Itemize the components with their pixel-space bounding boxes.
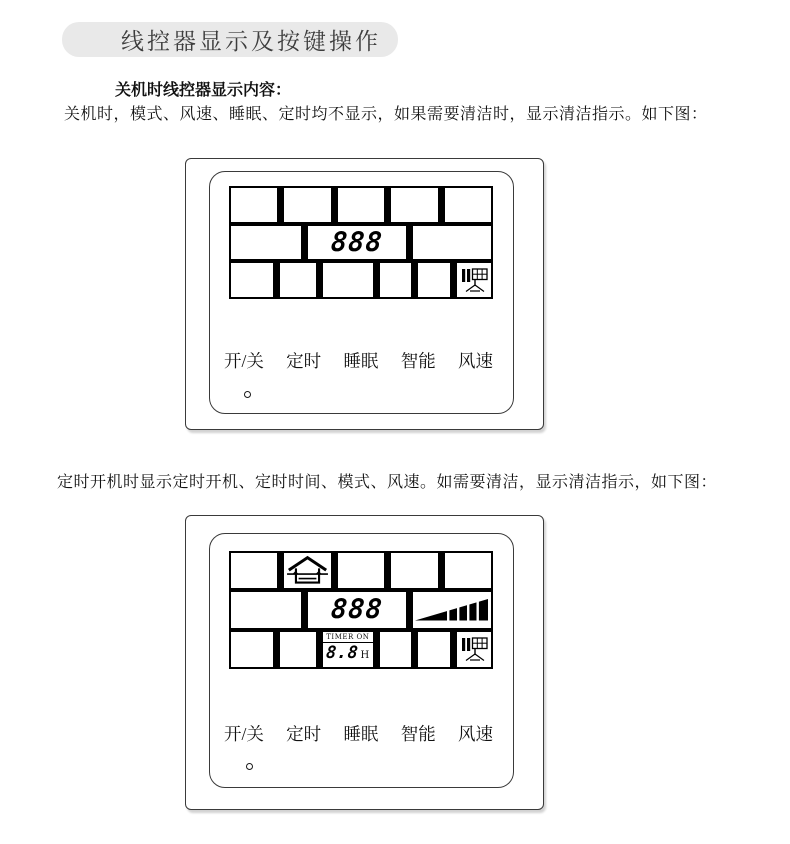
sleep-button-label: 睡眠 [343, 351, 379, 371]
lcd-display [229, 186, 493, 299]
timer-on-label: TIMER ON [323, 633, 373, 643]
auto-home-icon [285, 555, 330, 587]
lcd-row-top [231, 188, 491, 222]
timer-hours-unit: H [360, 649, 370, 661]
filter-clean-icon [461, 637, 488, 662]
lcd-fanspeed-cell [413, 592, 491, 627]
lcd-row-top [231, 553, 491, 588]
lcd-segment-cell [391, 553, 437, 588]
lcd-segment-cell [413, 226, 491, 260]
sleep-button-label: 睡眠 [343, 724, 379, 744]
button-labels-row [224, 348, 493, 373]
lcd-clean-cell [457, 632, 491, 667]
power-button-label: 开/关 [224, 351, 264, 371]
indicator-led [246, 763, 253, 770]
lcd-mode-cell [284, 553, 330, 588]
lcd-segment-cell [280, 632, 316, 667]
fanspeed-button-label: 风速 [458, 351, 493, 371]
lcd-timer-cell [323, 632, 373, 667]
timer-button-label: 定时 [286, 724, 322, 744]
smart-button-label: 智能 [400, 351, 436, 371]
lcd-row-middle [231, 592, 491, 627]
button-labels-row [224, 721, 493, 746]
controller-timer-diagram [185, 515, 544, 810]
fanspeed-button-label: 风速 [458, 724, 493, 744]
lcd-segment-cell [231, 592, 301, 627]
section-off-paragraph: 关机时，模式、风速、睡眠、定时均不显示，如果需要清洁时，显示清洁指示。如下图： [64, 106, 708, 123]
temperature-digits: 888 [329, 227, 385, 258]
lcd-segment-cell [231, 263, 273, 297]
lcd-display [229, 551, 493, 669]
section-off-heading: 关机时线控器显示内容： [115, 82, 292, 99]
controller-face [209, 533, 514, 788]
lcd-segment-cell [445, 188, 491, 222]
lcd-segment-cell [418, 632, 450, 667]
lcd-segment-cell [323, 263, 373, 297]
lcd-segment-cell [380, 263, 411, 297]
lcd-clean-cell [457, 263, 491, 297]
lcd-segment-cell [231, 226, 301, 260]
lcd-segment-cell [338, 553, 384, 588]
lcd-segment-cell [391, 188, 437, 222]
section-timer-paragraph: 定时开机时显示定时开机、定时时间、模式、风速。如需要清洁，显示清洁指示，如下图： [57, 474, 718, 491]
lcd-row-bottom [231, 632, 491, 667]
power-button-label: 开/关 [224, 724, 264, 744]
lcd-segment-cell [280, 263, 316, 297]
timer-value [325, 642, 370, 663]
lcd-segment-cell [284, 188, 330, 222]
title-banner [62, 22, 398, 57]
controller-off-diagram [185, 158, 544, 430]
controller-face [209, 171, 514, 414]
temperature-digits: 888 [329, 594, 385, 626]
fan-speed-bars-icon [415, 598, 489, 622]
lcd-segment-cell [338, 188, 384, 222]
lcd-temp-cell [308, 592, 406, 627]
timer-button-label: 定时 [286, 351, 322, 371]
lcd-segment-cell [231, 188, 277, 222]
filter-clean-icon [461, 268, 488, 293]
lcd-row-middle [231, 226, 491, 260]
lcd-segment-cell [445, 553, 491, 588]
lcd-segment-cell [418, 263, 450, 297]
smart-button-label: 智能 [400, 724, 436, 744]
timer-hours-digits: 8.8 [325, 642, 360, 663]
lcd-segment-cell [231, 632, 273, 667]
lcd-segment-cell [380, 632, 411, 667]
lcd-temp-cell [308, 226, 406, 260]
lcd-row-bottom [231, 263, 491, 297]
lcd-segment-cell [231, 553, 277, 588]
page-title: 线控器显示及按键操作 [121, 28, 381, 54]
indicator-led [244, 391, 251, 398]
